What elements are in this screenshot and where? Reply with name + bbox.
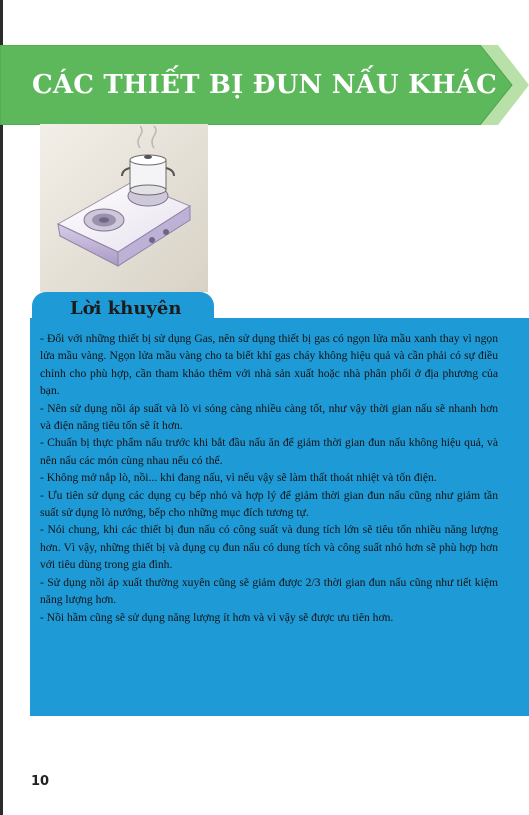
advice-item: - Chuẩn bị thực phẩm nấu trước khi bắt đầu nấu ăn để giảm thời gian đun nấu không hiệu quả, và nên nấu các món cùng nhau nếu có thể. (40, 436, 498, 467)
advice-item: - Nói chung, khi các thiết bị đun nấu có công suất và dung tích lớn sẽ tiêu tốn nhiều năng lượng hơn. Vì vậy, những thiết bị và dụng cụ đun nấu có dung tích và công suất nhỏ hơn sẽ phù hợp hơn với tiêu dùng trong gia đình. (40, 523, 498, 572)
advice-item: - Nên sử dụng nồi áp suất và lò vi sóng càng nhiều càng tốt, như vậy thời gian nấu sẽ nhanh hơn và điện năng tiêu tốn sẽ ít hơn. (40, 401, 498, 433)
advice-item: - Đối với những thiết bị sử dụng Gas, nên sử dụng thiết bị gas có ngọn lửa mầu xanh thay vì ngọn lửa mầu vàng. Ngọn lửa mầu vàng cho ta biết khí gas cháy không hiệu quả và cần phải có sự điều chỉnh cho phù hợp, cần tham khảo thêm với nhà sản xuất hoặc nhà phân phối ở địa phương của bạn. (40, 332, 498, 398)
stove-with-pot-illustration (40, 124, 208, 292)
advice-heading: Lời khuyên (70, 298, 182, 319)
advice-item: - Nồi hầm cũng sẽ sử dụng năng lượng ít hơn và vì vậy sẽ được ưu tiên hơn. (40, 610, 394, 624)
advice-item: - Sử dụng nồi áp xuất thường xuyên cũng sẽ giảm được 2/3 thời gian đun nấu cũng như tiết kiệm năng lượng hơn. (40, 575, 498, 607)
advice-item: - Ưu tiên sử dụng các dụng cụ bếp nhỏ và hợp lý để giảm thời gian đun nấu cũng như giảm tần suất sử dụng lò nướng, bếp cho những mục đích tương tự. (40, 488, 498, 520)
page-number: 10 (31, 774, 50, 789)
page-title: CÁC THIẾT BỊ ĐUN NẤU KHÁC (32, 70, 498, 100)
advice-item: - Không mở nắp lò, nồi... khi đang nấu, vì nếu vậy sẽ làm thất thoát nhiệt và tốn điện. (40, 471, 437, 485)
advice-list (40, 330, 498, 626)
